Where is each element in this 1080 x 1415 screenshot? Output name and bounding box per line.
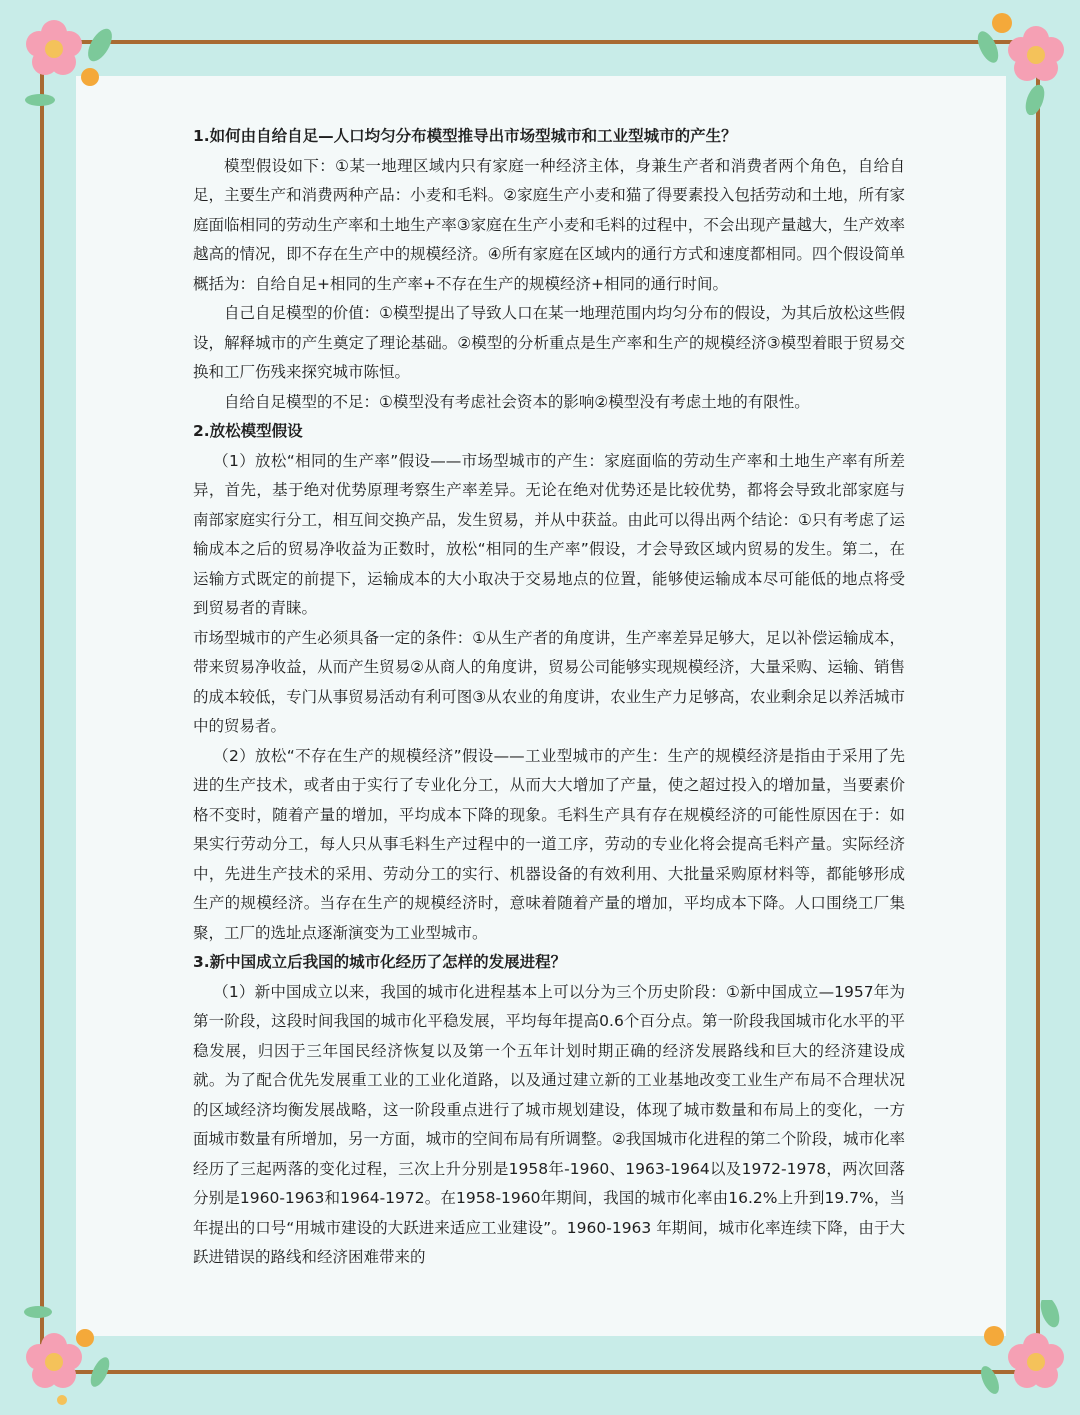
frame-bottom (40, 1370, 1040, 1374)
question-2-heading: 2.放松模型假设 (193, 422, 303, 440)
frame-right (1036, 40, 1040, 1372)
scale-economy-paragraph: （2）放松“不存在生产的规模经济”假设——工业型城市的产生：生产的规模经济是指由于采用了先进的生产技术，或者由于实行了专业化分工，从而大大增加了产量，使之超过投入的增加量，当要素价格不变时，随着产量的增加，平均成本下降的现象。毛料生产具有存在规模经济的可能性原因在于：如果实行劳动分工，每人只从事毛料生产过程中的一道工序，劳动的专业化将会提高毛料产量。实际经济中，先进生产技术的采用、劳动分工的实行、机器设备的有效利用、大批量采购原材料等，都能够形成生产的规模经济。当存在生产的规模经济时，意味着随着产量的增加，平均成本下降。人口围绕工厂集聚，工厂的选址点逐渐演变为工业型城市。 (193, 746, 905, 942)
document-body (193, 122, 905, 1273)
flower-icon (10, 5, 120, 115)
frame-top (40, 40, 1040, 44)
frame-left (40, 40, 44, 1372)
flower-icon (970, 1300, 1075, 1410)
market-city-conditions-paragraph: 市场型城市的产生必须具备一定的条件：①从生产者的角度讲，生产率差异足够大，足以补偿运输成本，带来贸易净收益，从而产生贸易②从商人的角度讲，贸易公司能够实现规模经济，大量采购、运输、销售的成本较低，专门从事贸易活动有利可图③从农业的角度讲，农业生产力足够高，农业剩余足以养活城市中的贸易者。 (193, 628, 905, 735)
flower-icon (10, 1300, 120, 1410)
model-value-paragraph: 自己自足模型的价值：①模型提出了导致人口在某一地理范围内均匀分布的假设，为其后放松这些假设，解释城市的产生奠定了理论基础。②模型的分析重点是生产率和生产的规模经济③模型着眼于贸易交换和工厂伤残来探究城市陈恒。 (193, 304, 905, 381)
question-1-heading: 1.如何由自给自足—人口均匀分布模型推导出市场型城市和工业型城市的产生？ (193, 127, 737, 145)
productivity-assumption-paragraph: （1）放松“相同的生产率”假设——市场型城市的产生：家庭面临的劳动生产率和土地生产率有所差异，首先，基于绝对优势原理考察生产率差异。无论在绝对优势还是比较优势，都将会导致北部家庭与南部家庭实行分工，相互间交换产品，发生贸易，并从中获益。由此可以得出两个结论：①只有考虑了运输成本之后的贸易净收益为正数时，放松“相同的生产率”假设，才会导致区域内贸易的发生。第二，在运输方式既定的前提下，运输成本的大小取决于交易地点的位置，能够使运输成本尽可能低的地点将受到贸易者的青睐。 (193, 451, 905, 617)
flower-icon (970, 5, 1075, 115)
question-3-heading: 3.新中国成立后我国的城市化经历了怎样的发展进程？ (193, 953, 567, 971)
model-assumptions-paragraph: 模型假设如下：①某一地理区域内只有家庭一种经济主体，身兼生产者和消费者两个角色，自给自足，主要生产和消费两种产品：小麦和毛料。②家庭生产小麦和猫了得要素投入包括劳动和土地，所有家庭面临相同的劳动生产率和土地生产率③家庭在生产小麦和毛料的过程中，不会出现产量越大，生产效率越高的情况，即不存在生产中的规模经济。④所有家庭在区域内的通行方式和速度都相同。四个假设简单概括为：自给自足+相同的生产率+不存在生产的规模经济+相同的通行时间。 (193, 156, 905, 293)
urbanization-stages-paragraph: （1）新中国成立以来，我国的城市化进程基本上可以分为三个历史阶段：①新中国成立—1957年为第一阶段，这段时间我国的城市化平稳发展，平均每年提高0.6个百分点。第一阶段我国城市化水平的平稳发展，归因于三年国民经济恢复以及第一个五年计划时期正确的经济发展路线和巨大的经济建设成就。为了配合优先发展重工业的工业化道路，以及通过建立新的工业基地改变工业生产布局不合理状况的区域经济均衡发展战略，这一阶段重点进行了城市规划建设，体现了城市数量和布局上的变化，一方面城市数量有所增加，另一方面，城市的空间布局有所调整。②我国城市化进程的第二个阶段，城市化率经历了三起两落的变化过程，三次上升分别是1958年-1960、1963-1964以及1972-1978，两次回落分别是1960-1963和1964-1972。在1958-1960年期间，我国的城市化率由16.2%上升到19.7%，当年提出的口号“用城市建设的大跃进来适应工业建设”。1960-1963 年期间，城市化率连续下降，由于大跃进错误的路线和经济困难带来的 (193, 982, 905, 1266)
model-limitations-paragraph: 自给自足模型的不足：①模型没有考虑社会资本的影响②模型没有考虑土地的有限性。 (224, 392, 810, 411)
